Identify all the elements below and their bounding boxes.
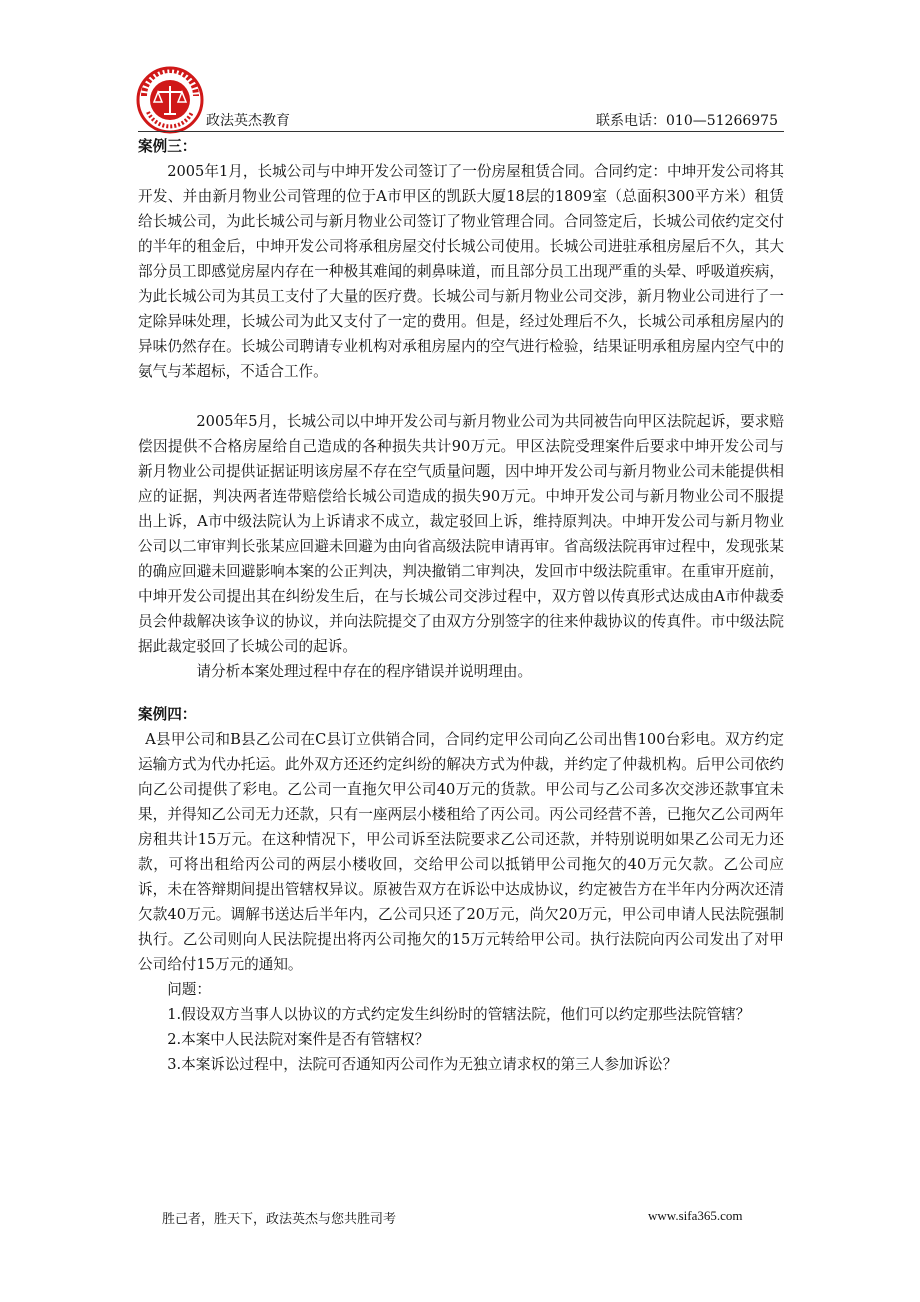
case4-question-1: 1.假设双方当事人以协议的方式约定发生纠纷时的管辖法院，他们可以约定那些法院管辖？ — [167, 1006, 751, 1023]
spacer — [138, 684, 784, 702]
case4-title: 案例四： — [138, 706, 197, 723]
footer-slogan: 胜己者，胜天下，政法英杰与您共胜司考 — [162, 1212, 397, 1227]
header-phone: 联系电话：010—51266975 — [596, 113, 778, 129]
case3-paragraph-2: 2005年5月，长城公司以中坤开发公司与新月物业公司为共同被告向甲区法院起诉，要求赔偿因提供不合格房屋给自己造成的各种损失共计90万元。甲区法院受理案件后要求中坤开发公司与新月物业公司提供证据证明该房屋不存在空气质量问题，因中坤开发公司与新月物业公司未能提供相应的证据，判决两者连带赔偿给长城公司造成的损失90万元。中坤开发公司与新月物业公司不服提出上诉，A市中级法院认为上诉请求不成立，裁定驳回上诉，维持原判决。中坤开发公司与新月物业公司以二审审判长张某应回避未回避为由向省高级法院申请再审。省高级法院再审过程中，发现张某的确应回避未回避影响本案的公正判决，判决撤销二审判决，发回市中级法院重审。在重审开庭前，中坤开发公司提出其在纠纷发生后，在与长城公司交涉过程中，双方曾以传真形式达成由A市仲裁委员会仲裁解决该争议的协议，并向法院提交了由双方分别签字的往来仲裁协议的传真件。市中级法院据此裁定驳回了长城公司的起诉。 — [138, 413, 784, 655]
case4-paragraph: A县甲公司和B县乙公司在C县订立供销合同，合同约定甲公司向乙公司出售100台彩电。双方约定运输方式为代办托运。此外双方还还约定纠纷的解决方式为仲裁，并约定了仲裁机构。后甲公司依约向乙公司提供了彩电。乙公司一直拖欠甲公司40万元的货款。甲公司与乙公司多次交涉还款事宜未果，并得知乙公司无力还款，只有一座两层小楼租给了丙公司。丙公司经营不善，已拖欠乙公司两年房租共计15万元。在这种情况下，甲公司诉至法院要求乙公司还款，并特别说明如果乙公司无力还款，可将出租给丙公司的两层小楼收回，交给甲公司以抵销甲公司拖欠的40万元欠款。乙公司应诉，未在答辩期间提出管辖权异议。原被告双方在诉讼中达成协议，约定被告方在半年内分两次还清欠款40万元。调解书送达后半年内，乙公司只还了20万元，尚欠20万元，甲公司申请人民法院强制执行。乙公司则向人民法院提出将丙公司拖欠的15万元转给甲公司。执行法院向丙公司发出了对甲公司给付15万元的通知。 — [138, 731, 784, 973]
header-organization: 政法英杰教育 — [206, 113, 290, 129]
case3-paragraph-1: 2005年1月，长城公司与中坤开发公司签订了一份房屋租赁合同。合同约定：中坤开发公司将其开发、并由新月物业公司管理的位于A市甲区的凯跃大厦18层的1809室（总面积300平方米）租赁给长城公司，为此长城公司与新月物业公司签订了物业管理合同。合同签定后，长城公司依约定交付的半年的租金后，中坤开发公司将承租房屋交付长城公司使用。长城公司进驻承租房屋后不久，其大部分员工即感觉房屋内存在一种极其难闻的刺鼻味道，而且部分员工出现严重的头晕、呼吸道疾病，为此长城公司为其员工支付了大量的医疗费。长城公司与新月物业公司交涉，新月物业公司进行了一定除异味处理，长城公司为此又支付了一定的费用。但是，经过处理后不久，长城公司承租房屋内的异味仍然存在。长城公司聘请专业机构对承租房屋内的空气进行检验，结果证明承租房屋内空气中的氨气与苯超标，不适合工作。 — [138, 163, 784, 380]
header-divider — [138, 131, 784, 132]
spacer — [138, 384, 784, 409]
case4-question-3: 3.本案诉讼过程中，法院可否通知丙公司作为无独立请求权的第三人参加诉讼？ — [167, 1056, 678, 1073]
document-body — [138, 134, 784, 1077]
scales-of-justice-seal-icon — [136, 66, 204, 134]
footer-website-link[interactable]: www.sifa365.com — [648, 1208, 743, 1223]
case4-questions-label: 问题： — [167, 981, 211, 998]
case3-title: 案例三： — [138, 138, 197, 155]
case4-question-2: 2.本案中人民法院对案件是否有管辖权？ — [167, 1031, 430, 1048]
case3-question: 请分析本案处理过程中存在的程序错误并说明理由。 — [196, 663, 533, 680]
